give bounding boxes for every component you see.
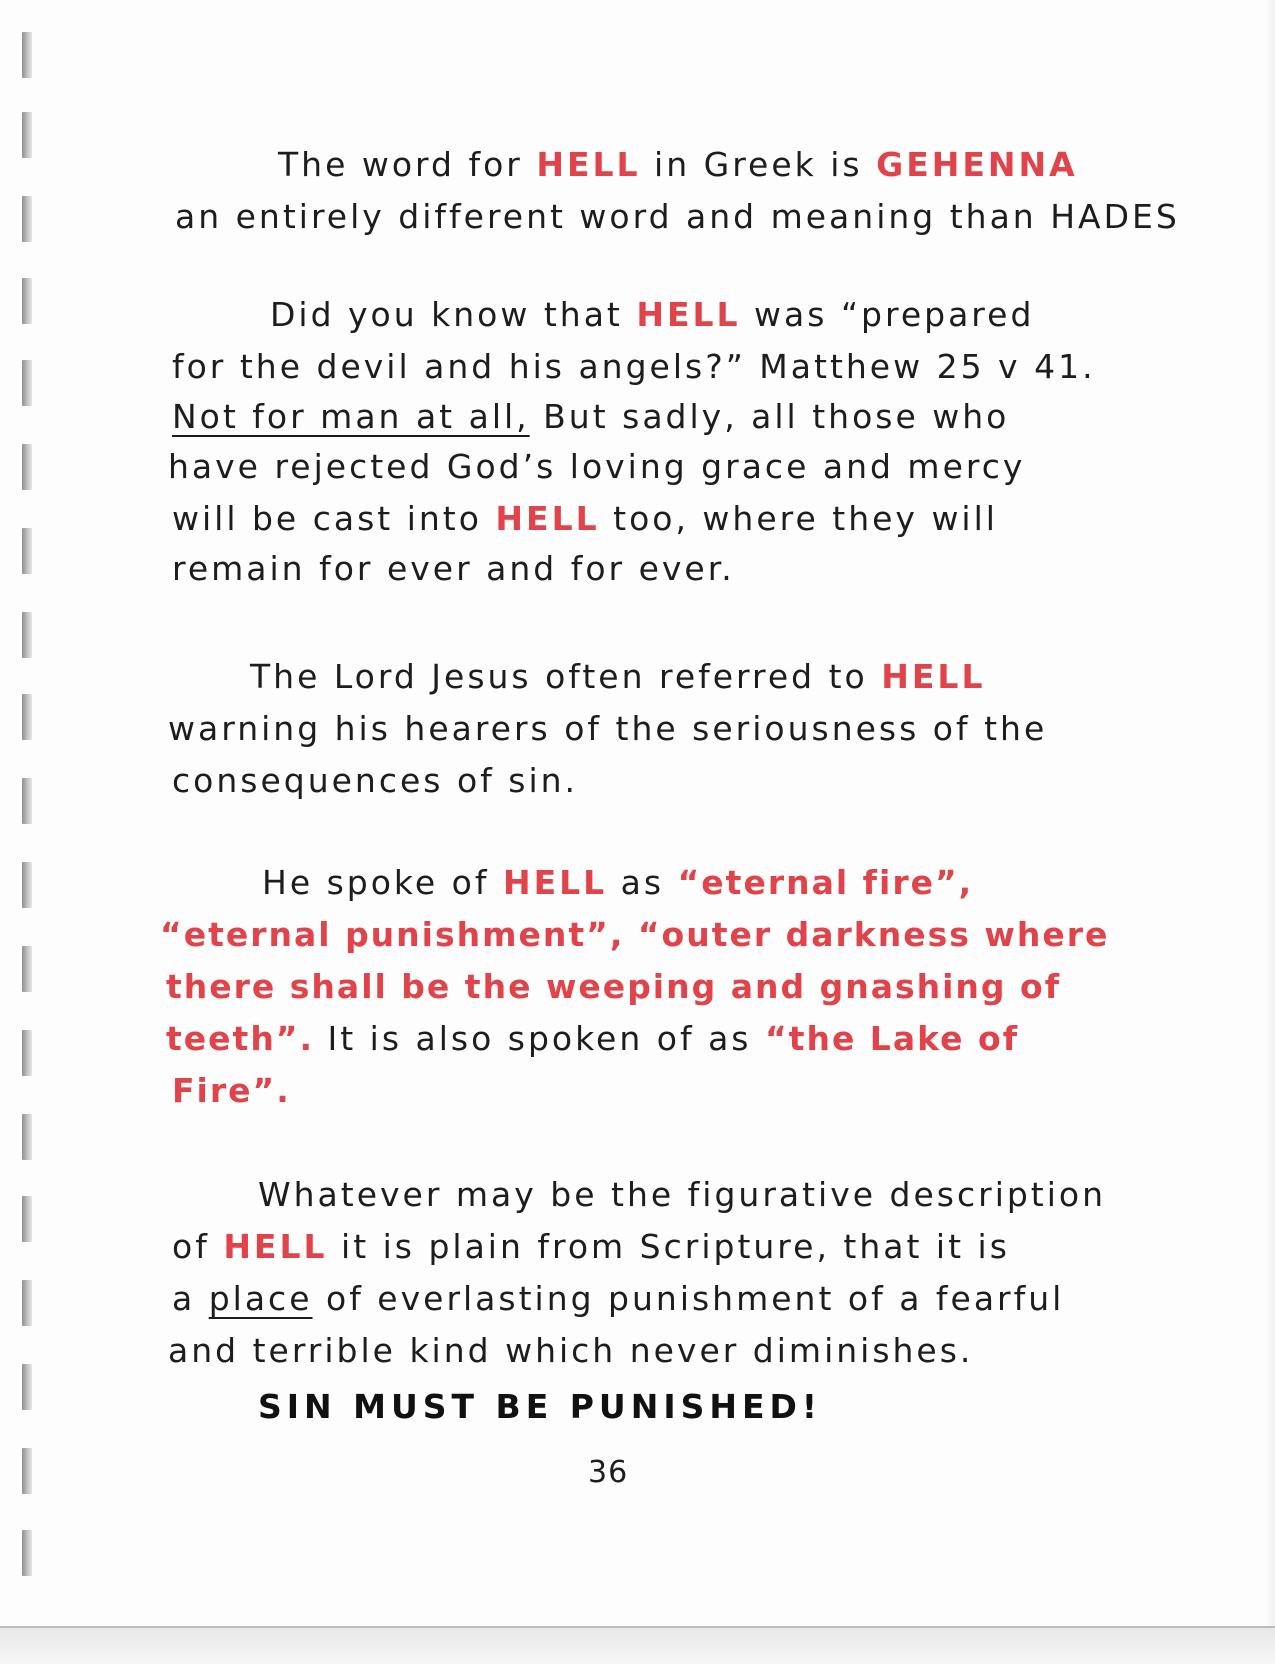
binding-hole xyxy=(22,1030,32,1076)
paragraph-3-line-2: warning his hearers of the seriousness of the xyxy=(168,709,1048,748)
paragraph-2-line-4: have rejected God’s loving grace and mercy xyxy=(168,447,1026,486)
paragraph-5-line-4: and terrible kind which never diminishes. xyxy=(168,1331,974,1370)
binding-hole xyxy=(22,528,32,574)
underlined-phrase: Not for man at all, xyxy=(172,397,530,436)
hell-keyword: HELL xyxy=(223,1227,328,1266)
text-span: The word for xyxy=(278,145,537,184)
paragraph-5-line-2 xyxy=(172,1227,1010,1266)
binding-hole xyxy=(22,1364,32,1410)
binding-hole xyxy=(22,612,32,658)
sin-must-be-punished-heading: SIN MUST BE PUNISHED! xyxy=(258,1387,822,1426)
binding-hole xyxy=(22,1114,32,1160)
text-span: a xyxy=(172,1279,209,1318)
binding-hole xyxy=(22,32,32,78)
paragraph-2-line-3 xyxy=(172,397,1010,436)
paragraph-4-line-1 xyxy=(262,863,974,902)
binding-hole xyxy=(22,444,32,490)
hell-keyword: HELL xyxy=(495,499,600,538)
hell-keyword: HELL xyxy=(636,295,741,334)
paragraph-4-line-4 xyxy=(166,1019,1020,1058)
binding-hole xyxy=(22,196,32,242)
paragraph-2-line-2: for the devil and his angels?” Matthew 25 v 41. xyxy=(172,347,1096,386)
binding-hole xyxy=(22,1196,32,1242)
binding-hole xyxy=(22,694,32,740)
hell-keyword: HELL xyxy=(536,145,641,184)
hell-keyword: HELL xyxy=(881,657,986,696)
text-span: But sadly, all those who xyxy=(529,397,1010,436)
text-span: of everlasting punishment of a fearful xyxy=(312,1279,1065,1318)
text-span: The Lord Jesus often referred to xyxy=(250,657,882,696)
binding-hole xyxy=(22,862,32,908)
paragraph-2-line-6: remain for ever and for ever. xyxy=(172,549,735,588)
binding-hole xyxy=(22,1280,32,1326)
paragraph-4-line-2: “eternal punishment”, “outer darkness where xyxy=(160,915,1110,954)
quoted-red-phrase: teeth”. xyxy=(166,1019,315,1058)
text-span: too, where they will xyxy=(599,499,998,538)
paragraph-5-line-1: Whatever may be the figurative description xyxy=(258,1175,1107,1214)
text-span: was “prepared xyxy=(740,295,1035,334)
binding-hole xyxy=(22,112,32,158)
paragraph-2-line-1 xyxy=(270,295,1035,334)
binding-hole xyxy=(22,778,32,824)
text-span: of xyxy=(172,1227,224,1266)
paragraph-2-line-5 xyxy=(172,499,998,538)
text-span: it is plain from Scripture, that it is xyxy=(327,1227,1010,1266)
text-span: It is also spoken of as xyxy=(314,1019,765,1058)
gehenna-keyword: GEHENNA xyxy=(876,145,1078,184)
paragraph-1-line-1 xyxy=(278,145,1078,184)
binding-hole xyxy=(22,278,32,324)
page-number: 36 xyxy=(588,1455,629,1490)
hell-keyword: HELL xyxy=(502,863,608,902)
paragraph-4-line-3: there shall be the weeping and gnashing of xyxy=(166,967,1062,1006)
page-edge-shadow xyxy=(1265,0,1275,1628)
page-bottom-shadow xyxy=(0,1628,1275,1664)
text-span: will be cast into xyxy=(172,499,496,538)
binding-hole xyxy=(22,946,32,992)
binding-hole xyxy=(22,1448,32,1494)
text-span: as xyxy=(607,863,678,902)
text-span: He spoke of xyxy=(262,863,503,902)
spiral-binding xyxy=(22,0,36,1664)
binding-hole xyxy=(22,1530,32,1576)
paragraph-1-line-2: an entirely different word and meaning than HADES xyxy=(175,197,1180,236)
paragraph-4-line-5: Fire”. xyxy=(172,1071,291,1110)
paragraph-3-line-3: consequences of sin. xyxy=(172,761,579,800)
text-span: Did you know that xyxy=(270,295,637,334)
binding-hole xyxy=(22,360,32,406)
underlined-word: place xyxy=(208,1279,313,1318)
quoted-red-phrase: “eternal fire”, xyxy=(677,863,974,902)
paragraph-5-line-3 xyxy=(172,1279,1065,1318)
quoted-red-phrase: “the Lake of xyxy=(764,1019,1020,1058)
text-span: in Greek is xyxy=(640,145,877,184)
paragraph-3-line-1 xyxy=(250,657,986,696)
